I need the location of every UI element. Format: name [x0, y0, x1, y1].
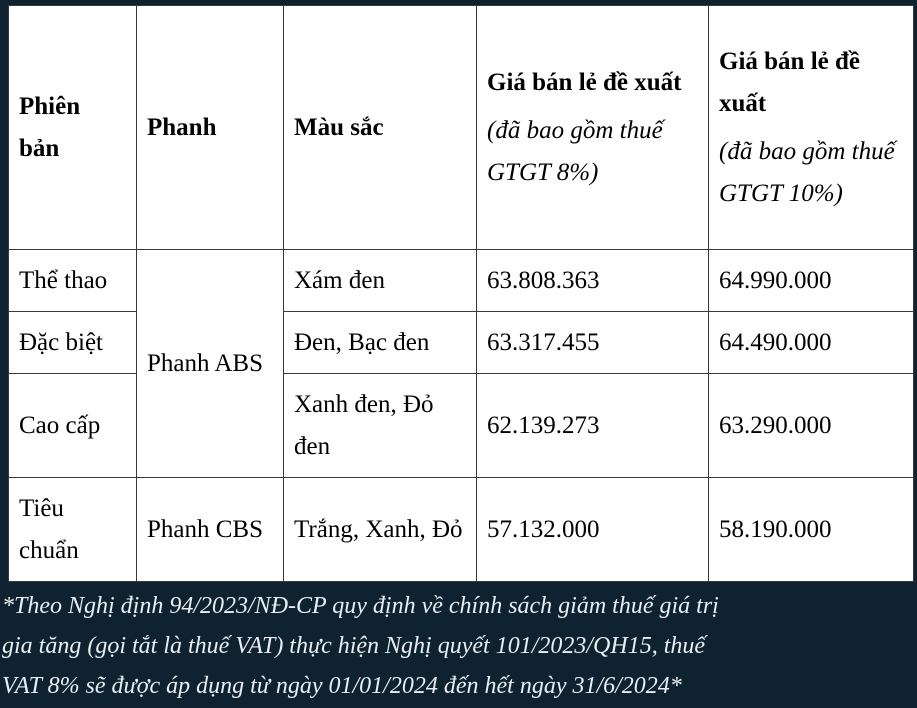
header-color: Màu sắc	[284, 6, 477, 250]
cell-price-vat10: 64.990.000	[709, 250, 914, 312]
header-price-vat8	[477, 6, 709, 250]
cell-color: Đen, Bạc đen	[284, 312, 477, 374]
footnote	[0, 586, 917, 706]
table-header-row	[9, 6, 914, 250]
header-price-vat8-note: (đã bao gồm thuế GTGT 8%)	[487, 116, 663, 186]
cell-price-vat8: 63.317.455	[477, 312, 709, 374]
cell-price-vat10: 58.190.000	[709, 478, 914, 582]
price-table	[8, 5, 914, 582]
cell-edition: Đặc biệt	[9, 312, 137, 374]
price-table-container	[8, 5, 913, 582]
footnote-line-1: *Theo Nghị định 94/2023/NĐ-CP quy định về chính sách giảm thuế giá trị	[2, 593, 719, 619]
footnote-line-2: gia tăng (gọi tắt là thuế VAT) thực hiện Nghị quyết 101/2023/QH15, thuế	[2, 633, 706, 659]
cell-edition: Thể thao	[9, 250, 137, 312]
header-edition: Phiên bản	[9, 6, 137, 250]
cell-brake-abs: Phanh ABS	[137, 250, 284, 478]
header-price-vat10-note: (đã bao gồm thuế GTGT 10%)	[719, 137, 895, 207]
cell-color: Xám đen	[284, 250, 477, 312]
table-row	[9, 478, 914, 582]
cell-price-vat10: 63.290.000	[709, 374, 914, 478]
cell-edition: Cao cấp	[9, 374, 137, 478]
footnote-line-3: VAT 8% sẽ được áp dụng từ ngày 01/01/2024 đến hết ngày 31/6/2024*	[2, 673, 682, 699]
header-brake: Phanh	[137, 6, 284, 250]
cell-price-vat8: 57.132.000	[477, 478, 709, 582]
cell-color: Trắng, Xanh, Đỏ	[284, 478, 477, 582]
header-price-vat10-title: Giá bán lẻ đề xuất	[719, 47, 860, 117]
header-price-vat8-title: Giá bán lẻ đề xuất	[487, 68, 682, 96]
cell-price-vat8: 62.139.273	[477, 374, 709, 478]
cell-price-vat8: 63.808.363	[477, 250, 709, 312]
cell-brake-cbs: Phanh CBS	[137, 478, 284, 582]
table-row	[9, 250, 914, 312]
cell-price-vat10: 64.490.000	[709, 312, 914, 374]
header-price-vat10	[709, 6, 914, 250]
cell-color: Xanh đen, Đỏ đen	[284, 374, 477, 478]
cell-edition: Tiêu chuẩn	[9, 478, 137, 582]
